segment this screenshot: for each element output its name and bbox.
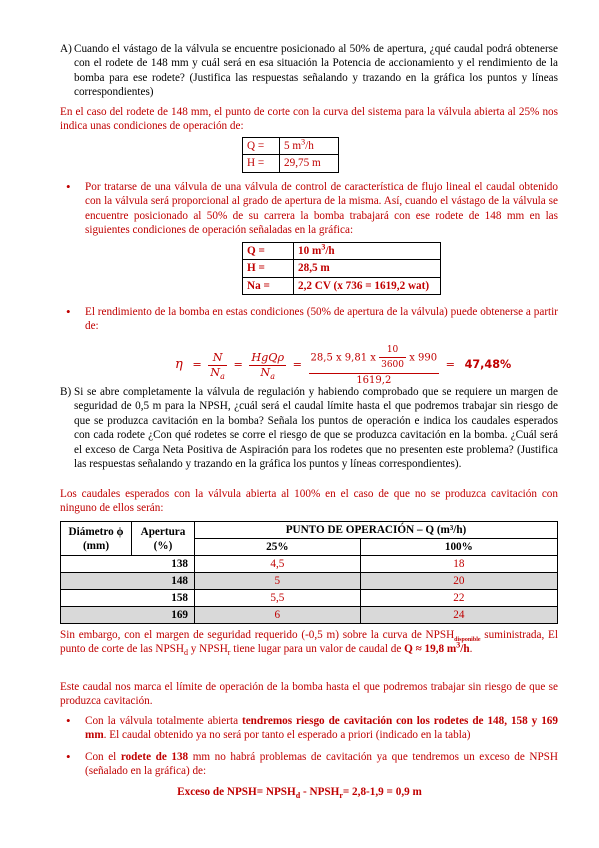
bullet-no-cavitation — [60, 750, 558, 779]
formula-equals: = — [233, 358, 243, 372]
npsh-excess-result: Exceso de NPSH= $NPSH_d$ - $NPSH_r= 2,8-1,9 = 0,9$ m — [177, 786, 422, 801]
question-a-label: A) — [60, 43, 72, 55]
table-cell: 4,5 — [195, 556, 361, 573]
question-a — [60, 42, 558, 100]
table-cell: 5 — [195, 573, 361, 590]
table-cell: 20 — [360, 573, 557, 590]
bullet-icon: • — [66, 304, 71, 319]
table-row — [243, 155, 339, 172]
formula-fraction-3: 28,5 x 9,81 x $\frac{10}{3600}$ x 990 1619,2 — [310, 345, 438, 386]
table-header-row — [61, 522, 558, 539]
bullet-cavitation-risk — [60, 714, 558, 743]
operation-table-25 — [242, 137, 339, 173]
table-row — [61, 607, 558, 624]
paragraph-limit: Este caudal nos marca el límite de operación de la bomba hasta el que podremos trabajar sin riesgo de que se produzca cavitación. — [60, 681, 558, 708]
paragraph-safety-margin: Sin embargo, con el margen de seguridad requerido (-0,5 m) sobre la curva de $NPSH_{disponible}$ suministrada, El punto de corte de las $NPSH_d$ y $NPSH_r$ tiene lugar para un valor de caudal de Q ≈ 19,8 $m^3/h$. — [60, 629, 558, 658]
bullet-icon: • — [66, 713, 71, 728]
table-cell: H = — [243, 260, 294, 277]
table-cell: 5,5 — [195, 590, 361, 607]
table-cell: 18 — [360, 556, 557, 573]
efficiency-formula — [172, 343, 514, 386]
formula-eta: η — [175, 357, 183, 373]
header-operation-point: PUNTO DE OPERACIÓN – Q (m³/h) — [195, 522, 558, 539]
table-row — [243, 243, 441, 260]
table-row — [61, 556, 558, 573]
table-cell: 148 — [61, 573, 195, 590]
bullet-text: Con el rodete de 138 mm no habrá problemas de cavitación ya que tendremos un exceso de NPSH (señalado en la gráfica) de: — [85, 751, 558, 778]
table-cell: 10 $m^3/h$ — [294, 243, 441, 260]
answer-b-intro: Los caudales esperados con la válvula abierta al 100% en el caso de que no se produzca cavitación con ninguno de ellos serán: — [60, 488, 558, 515]
question-b-text: Si se abre completamente la válvula de regulación y habiendo comprobado que se requiere un margen de seguridad de 0,5 m para la NPSH, ¿cuál será el caudal límite hasta el que podremos trabajar sin riesgo de que se produzca cavitación en la bomba? Señala los puntos de operación e indica los caudales esperados con cada rodete ¿Con qué rodetes se corre el riesgo de que se produzca cavitación en la bomba. ¿Cuál será el exceso de Carga Neta Positiva de Aspiración para los rodetes que no presenten este problema? (Justifica las respuestas señalando y trazando en la gráfica los puntos y líneas correspondientes). — [74, 386, 558, 471]
header-100: 100% — [360, 539, 557, 556]
table-row — [243, 277, 441, 294]
table-cell: 169 — [61, 607, 195, 624]
bullet-icon: • — [66, 749, 71, 764]
formula-result: 47,48% — [464, 358, 512, 372]
table-cell: 24 — [360, 607, 557, 624]
header-25: 25% — [195, 539, 361, 556]
bullet-text: Con la válvula totalmente abierta tendremos riesgo de cavitación con los rodetes de 148, 158 y 169 mm. El caudal obtenido ya no será por tanto el esperado a priori (indicado en la tabla) — [85, 715, 558, 742]
operation-point-table — [60, 521, 558, 624]
formula-equals: = — [445, 358, 456, 372]
table-row — [243, 138, 339, 155]
question-b — [60, 385, 558, 471]
formula-equals: = — [292, 358, 302, 372]
table-cell: 22 — [360, 590, 557, 607]
answer-a-intro: En el caso del rodete de 148 mm, el punto de corte con la curva del sistema para la válvula abierta al 25% nos indica unas condiciones de operación de: — [60, 106, 558, 133]
table-cell: 5 $m^3/h$ — [280, 138, 339, 155]
table-cell: Na = — [243, 277, 294, 294]
header-aperture: Apertura (%) — [132, 522, 195, 556]
formula-fraction-1: $\frac{N}{N_a}$ — [210, 350, 225, 382]
bullet-text: Por tratarse de una válvula de una válvula de control de característica de flujo lineal el caudal obtenido con la válvula será proporcional al grado de apertura de la misma. Así, cuando el vástago de la válvula se encuentre posicionado al 50% de su carrera la bomba trabajará con ese rodete de 148 mm en las siguientes condiciones de operación señaladas en la gráfica: — [85, 181, 558, 237]
question-a-text: Cuando el vástago de la válvula se encuentre posicionado al 50% de apertura, ¿qué caudal podrá obtenerse con el rodete de 148 mm y cuál será en esa situación la Potencia de accionamiento y el rendimiento de la bomba para ese rodete? (Justifica las respuestas señalando y trazando en la gráfica los puntos y líneas correspondientes) — [74, 43, 558, 99]
table-cell: 2,2 CV (x 736 = 1619,2 wat) — [294, 277, 441, 294]
table-cell: 138 — [61, 556, 195, 573]
table-row — [61, 573, 558, 590]
question-b-label: B) — [60, 386, 72, 398]
table-cell: 28,5 m — [294, 260, 441, 277]
bullet-text: El rendimiento de la bomba en estas condiciones (50% de apertura de la válvula) puede obtenerse a partir de: — [85, 306, 558, 333]
table-row — [243, 260, 441, 277]
bullet-efficiency — [60, 305, 558, 334]
table-cell: Q = — [243, 138, 280, 155]
table-row — [61, 590, 558, 607]
formula-fraction-2: $\frac{\text{HgQρ}}{N_a}$ — [251, 350, 285, 382]
table-cell: 158 — [61, 590, 195, 607]
operation-table-50 — [242, 242, 441, 295]
table-cell: 29,75 m — [280, 155, 339, 172]
header-diameter: Diámetro ϕ (mm) — [61, 522, 132, 556]
table-cell: H = — [243, 155, 280, 172]
bullet-linear-valve — [60, 180, 558, 238]
bullet-icon: • — [66, 179, 71, 194]
table-cell: 6 — [195, 607, 361, 624]
table-cell: Q = — [243, 243, 294, 260]
formula-equals: = — [192, 358, 202, 372]
